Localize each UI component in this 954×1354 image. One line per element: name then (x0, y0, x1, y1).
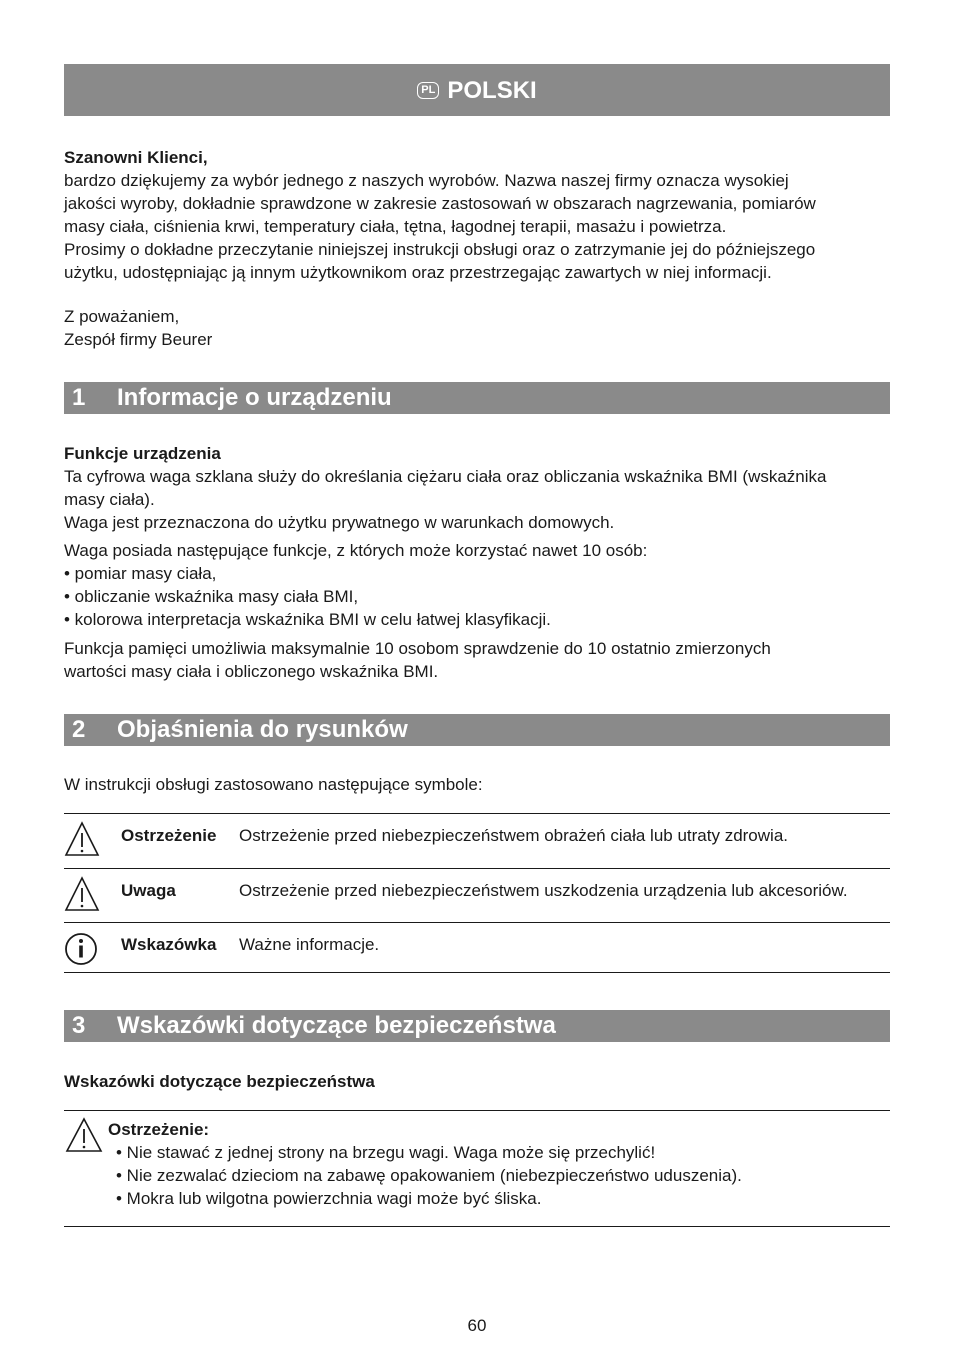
closing: Z poważaniem, (64, 307, 180, 326)
warning-block (108, 1118, 888, 1210)
intro-line: użytku, udostępniając ją innym użytkownikom oraz przestrzegając zawartych w niej informacji. (64, 263, 772, 282)
list-item: • pomiar masy ciała, (64, 564, 217, 583)
info-circle-icon (64, 929, 100, 969)
subheading: Wskazówki dotyczące bezpieczeństwa (64, 1072, 375, 1091)
divider (64, 813, 890, 814)
section-1-body (64, 442, 890, 534)
list-item: • obliczanie wskaźnika masy ciała BMI, (64, 587, 359, 606)
list-item: • Mokra lub wilgotna powierzchnia wagi może być śliska. (116, 1189, 542, 1208)
intro-line: masy ciała, ciśnienia krwi, temperatury ciała, tętna, łagodnej terapii, masażu i powietrza. (64, 217, 727, 236)
section-title: Wskazówki dotyczące bezpieczeństwa (117, 1012, 556, 1039)
intro-line: Prosimy o dokładne przeczytanie niniejszej instrukcji obsługi oraz o zatrzymanie jej do późniejszego (64, 240, 816, 259)
warning-label: Ostrzeżenie: (108, 1120, 210, 1139)
body-line: Funkcja pamięci umożliwia maksymalnie 10 osobom sprawdzenie do 10 ostatnio zmierzonych (64, 639, 771, 658)
section-number: 3 (72, 1012, 86, 1039)
body-line: wartości masy ciała i obliczonego wskaźnika BMI. (64, 662, 439, 681)
intro-letter (64, 146, 890, 284)
section-1-heading (64, 382, 890, 414)
salutation: Szanowni Klienci, (64, 148, 208, 167)
warning-triangle-icon (64, 1115, 104, 1155)
symbol-description: Ważne informacje. (239, 935, 380, 954)
body-line: Waga jest przeznaczona do użytku prywatnego w warunkach domowych. (64, 513, 615, 532)
section-title: Objaśnienia do rysunków (117, 716, 408, 743)
subheading: Funkcje urządzenia (64, 444, 221, 463)
symbol-label: Wskazówka (121, 935, 217, 954)
divider (64, 1110, 890, 1111)
warning-triangle-icon (64, 819, 100, 859)
divider (64, 972, 890, 973)
intro-line: jakości wyroby, dokładnie sprawdzone w zakresie zastosowań w obszarach nagrzewania, pomiarów (64, 194, 816, 213)
section-title: Informacje o urządzeniu (117, 384, 392, 411)
section-number: 1 (72, 384, 86, 411)
features-list (64, 539, 890, 631)
closing-block (64, 305, 890, 351)
symbol-row-warning (64, 815, 890, 869)
body-line: Ta cyfrowa waga szklana służy do określania ciężaru ciała oraz obliczania wskaźnika BMI (wskaźnika (64, 467, 827, 486)
language-code-badge: PL (417, 82, 439, 99)
intro-line: bardzo dziękujemy za wybór jednego z naszych wyrobów. Nazwa naszej firmy oznacza wysokiej (64, 171, 789, 190)
language-title: POLSKI (447, 76, 537, 104)
symbol-row-caution (64, 870, 890, 924)
symbol-label: Ostrzeżenie (121, 826, 217, 845)
list-item: • Nie zezwalać dzieciom na zabawę opakowaniem (niebezpieczeństwo uduszenia). (116, 1166, 742, 1185)
divider (64, 1226, 890, 1227)
list-item: • kolorowa interpretacja wskaźnika BMI w celu łatwej klasyfikacji. (64, 610, 551, 629)
symbol-description: Ostrzeżenie przed niebezpieczeństwem uszkodzenia urządzenia lub akcesoriów. (239, 881, 848, 900)
symbols-intro: W instrukcji obsługi zastosowano następujące symbole: (64, 775, 483, 794)
memory-paragraph (64, 637, 890, 683)
body-line: masy ciała). (64, 490, 155, 509)
section-3-heading (64, 1010, 890, 1042)
language-header-bar (64, 64, 890, 116)
warning-triangle-icon (64, 874, 100, 914)
symbol-label: Uwaga (121, 881, 176, 900)
page-number: 60 (467, 1316, 487, 1335)
divider (64, 868, 890, 869)
signature: Zespół firmy Beurer (64, 330, 213, 349)
symbol-description: Ostrzeżenie przed niebezpieczeństwem obrażeń ciała lub utraty zdrowia. (239, 826, 788, 845)
section-number: 2 (72, 716, 86, 743)
list-item: • Nie stawać z jednej strony na brzegu wagi. Waga może się przechylić! (116, 1143, 656, 1162)
section-2-heading (64, 714, 890, 746)
divider (64, 922, 890, 923)
symbol-row-note (64, 924, 890, 978)
body-line: Waga posiada następujące funkcje, z których może korzystać nawet 10 osób: (64, 541, 648, 560)
